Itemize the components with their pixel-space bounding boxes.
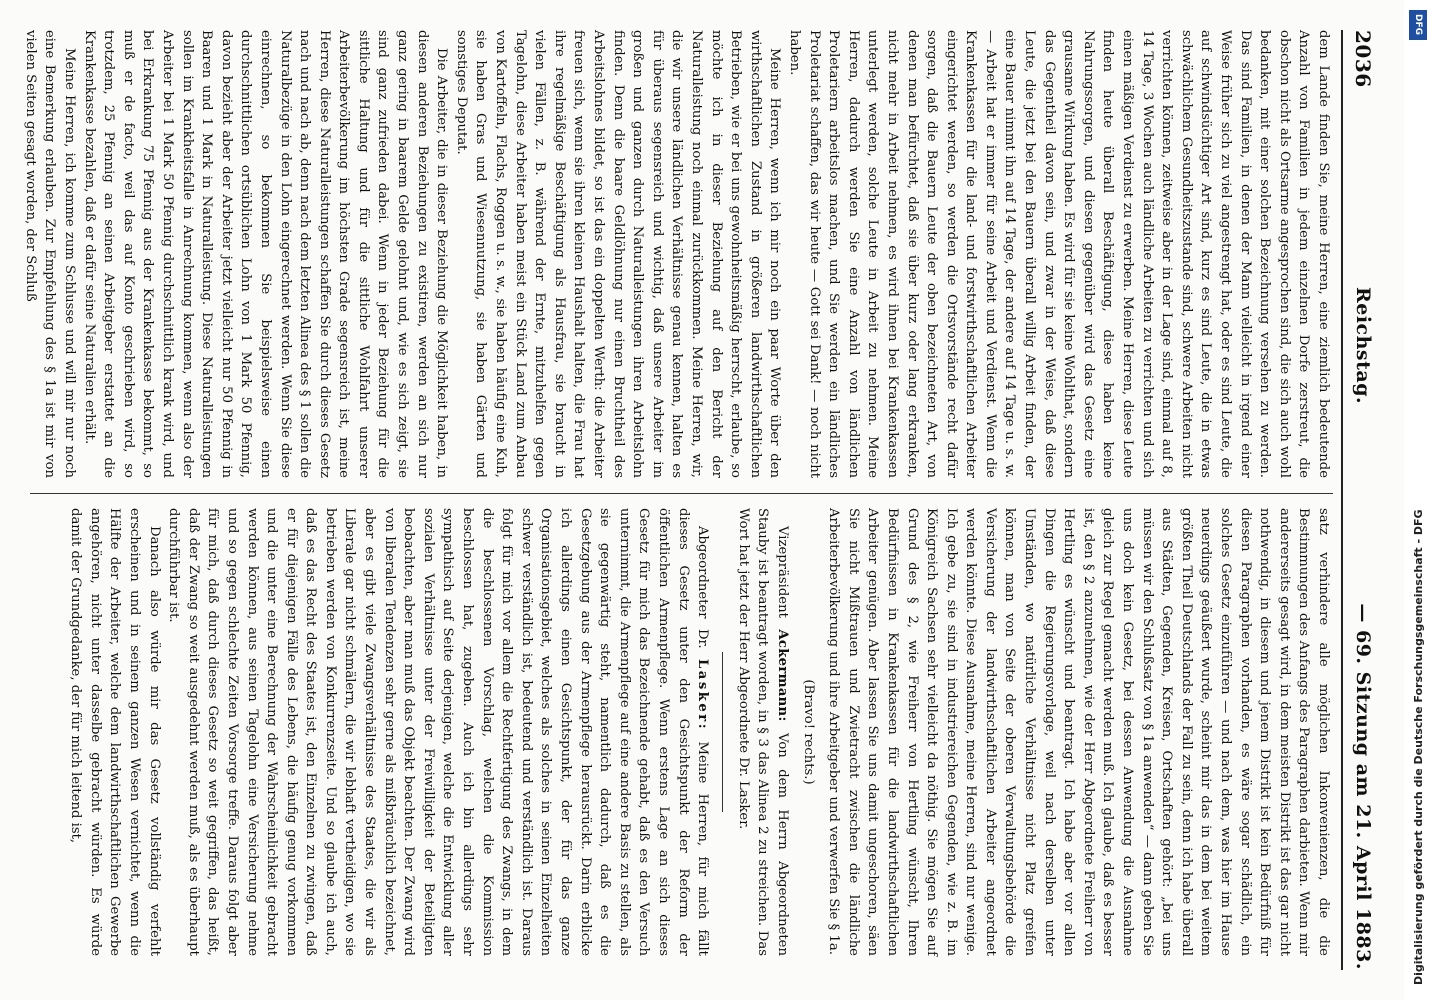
paragraph: Meine Herren, wenn ich mir noch ein paar Worte über den wirthschaftlichen Zustand in größeren landwirthschaftlichen Betrieben, wie er bei uns gewohnheitsmäßig herrscht, erlaube, so möchte ich in dieser Beziehung auf den Bericht der Naturalleistung noch einmal zurückkommen. Meine Herren, wir, die wir unsere ländlichen Verhältnisse genau kennen, halten es für überaus segensreich und wichtig, daß unsere Arbeiter im großen und ganzen durch Naturalleistungen ihren Arbeitslohn finden. Denn die baare Geldlöhnung nur einen Bruchtheil des Arbeitslohnes bildet, so ist das ein doppelten Werth: die Arbeiter freuen sich, wenn sie ihren kleinen Haushalt halten, die Frau hat ihre regelmäßige Beschäftigung als Hausfrau, sie braucht in vielen Fällen, z. B. während der Ernte, mitzuhelfen gegen Tagelohn, diese Arbeiter haben meist ein Stück Land zum Anbau von Kartoffeln, Flachs, Roggen u. s. w., sie haben häufig eine Kuh, sie haben Gras und Wiesennutzung, sie haben Gärten und sonstiges Deputat. [453,30,783,478]
floor-given-text: Das Wort hat jetzt der Herr Abgeordnete Dr. Lasker. [735,508,771,956]
paragraph: Meine Herren, ich komme zum Schlusse und will mir nur noch eine Bemerkung erlauben. Zur Empfehlung des § 1a ist mir von vielen Seiten gesagt worden, der Schluß [22,30,77,478]
paragraph: Danach also würde mir das Gesetz vollständig verfehlt erscheinen und in seinem ganzen Wesen vernichtet, wenn die Hälfte der Arbeiter, welche dem landwirthschaftlichen Gewerbe angehören, nicht unter dasselbe gebracht würden. Es würde damit der Grundgedanke, der für mich leitend ist, [68,508,162,956]
paragraph: satz verhindere alle möglichen Inkonvenienzen, die die Bestimmungen des Anfangs des Paragraphen darbieten. Wenn mir andererseits gesagt wird, in dem meisten Distrikt ist das gar nicht nothwendig, in diesem und jenem Distrikt ist kein Bedürfniß für diesen Paragraphen vorhanden, es wäre sogar schädlich, ein solches Gesetz einzuführen — und nach dem, was hier im Hause neuerdings geäußert wurde, scheint mir das in dem bei weitem größten Theil Deutschlands der Fall zu sein, denn ich habe überall aus Städten, Gegenden, Kreisen, Ortschaften gehört: „bei uns müssen wir den Schlußsatz von § 1a anwenden“ — dann geben Sie uns doch kein Gesetz, bei dessen Anwendung die Ausnahme gleich zur Regel gemacht werden muß. Ich glaube, daß es besser ist, den § 2 anzunehmen, wie der Herr Abgeordnete Freiherr von Hertling es wünscht und beantragt. Ich habe aber vor allen Dingen die Regierungsvorlage, weil nach derselben unter Umständen, wo natürliche Verhältnisse nicht Platz greifen können, man von Seite der oberen Verwaltungsbehörde die Versicherung der landwirthschaftlichen Arbeiter angeordnet werden könnte. Diese Ausnahme, meine Herren, sind nur wenige. Ich gebe zu, sie sind in industriereichen Gegenden, wie z. B. im Königreich Sachsen sehr vielleicht da nöthig. Sie mögen Sie auf Grund des § 2, wie Freiherr von Hertling wünscht, Ihren Bedürfnissen in Krankenkassen für die landwirthschaftlichen Arbeiter genügen. Aber lassen Sie uns damit ungeschoren, säen Sie nicht Mißtrauen und Zwietracht zwischen die ländliche Arbeiterbevölkerung und ihre Arbeitgeber und verwerfen Sie § 1a. [826,508,1331,956]
vice-president-statement [733,508,792,956]
dfg-logo: DFG [1409,10,1427,40]
speech-text: Meine Herren, für mich fällt dieses Gesetz unter den Gesichtspunkt der Reform der öffentlichen Armenpflege. Wenn erstens Lage an sich dieses Gesetz für mich das Bezeichnende gehabt, daß es den Versuch unternimmt, die Armenpflege auf eine andere Basis zu stellen, als sie gegenwärtig steht, namentlich dadurch, daß es die Gesetzgebung aus der Armenpflege herausrückt. Darin erblicke ich allerdings einen Gesichtspunkt, der für das ganze Organisationsgebiet, welches als solches in seinen Einzelheiten schwer verständlich ist, bedeutend und verständlich ist. Daraus folgt für mich vor allem die Rechtfertigung des Zwangs, in dem die beschlossenen Vorschlag, welchen die Kommission beschlossen hat, zugeben. Auch ich bin allerdings sehr sympathisch auf Seite derjenigen, welche die Entwicklung aller sozialen Verhältnisse unter der Freiwilligkeit der Beteiligten beobachten, aber man muß das Objekt beachten. Der Zwang wird von liberalen Tendenzen sehr gerne als mißbräuchlich bezeichnet, aber es gibt viele Zwangsverhältnisse des Staates, die wir als Liberale gar nicht schmälern, die wir lebhaft vertheidigen, wo sie betrieben werden von Konkurrenzseite. Und so glaube ich auch, daß es das Recht des Staates ist, den Einzelnen zu zwingen, daß er für diejenigen Fälle des Lebens, die häufig genug vorkommen und die unter eine Berechnung der Wahrscheinlichkeit gebracht werden können, aus seinen Tagelohn eine Versicherung nehme und so gegen schlechte Zeiten Vorsorge treffe. Daraus folgt aber für mich, daß durch dieses Gesetz so weit gegriffen, das heißt, daß der Zwang so weit ausgedehnt werden muß, als es überhaupt durchführbar ist. [166,508,711,956]
publication-title: Reichstag. [1352,286,1374,405]
page-number: 2036 [1351,30,1375,88]
paragraph: dem Lande finden Sie, meine Herren, eine ziemlich bedeutende Anzahl von Familien in jedem einzelnen Dorfe zerstreut, die obschon nicht als Ortsarme angesprochen sind, die sich auch wohl bedanken, mit einer solchen Bezeichnung versehen zu werden. Das sind Familien, in denen der Mann vielleicht in irgend einer Weise früher sich zu viel angestrengt hat, oder es sind Leute, die auf schwindsüchtiger Art sind, kurz es sind Leute, die in etwas schwächlichem Gesundheitszustande sind, schwere Arbeiten nicht verrichten können, zeitweise aber in der Lage sind, einmal auf 8, 14 Tage, 3 Wochen auch ländliche Arbeiten zu verrichten und sich einen mäßigen Verdienst zu erwerben. Meine Herren, diese Leute finden heute überall Beschäftigung, diese haben keine Nahrungssorgen, und diesen gegenüber wird das Gesetz eine grausame Wirkung haben. Es wird für sie keine Wohlthat, sondern das Gegentheil davon sein, und zwar in der Weise, daß diese Leute, die jetzt bei den Bauern überall willig Arbeit finden, der eine Bauer nimmt ihn auf 14 Tage, der andere auf 14 Tage u. s. w. — Arbeit hat er immer für seine Arbeit und Verdienst. Wenn die Krankenkassen für die land- und forstwirthschaftlichen Arbeiter eingerichtet werden, so werden die Ortsvorstände recht dafür sorgen, daß die Bauern Leute der oben bezeichneten Art, von denen man befürchtet, daß sie über kurz oder lang erkranken, nicht mehr in Arbeit nehmen, es wird ihnen bei Krankenkassen unterlegt werden, solche Leute in Arbeit zu nehmen. Meine Herren, dadurch werden Sie eine Anzahl von ländlichen Proletariern arbeitslos machen, und Sie werden ein ländliches Proletariat schaffen, das wir heute — Gott sei Dank! — noch nicht haben. [786,30,1331,478]
speech-opening [164,508,713,956]
digitization-credit: Digitalisierung gefördert durch die Deutsche Forschungsgemeinschaft - DFG [1412,509,1425,985]
session-title: — 69. Sitzung am 21. April 1883. [1352,603,1374,970]
section-rule [722,652,723,812]
speaker-role: Abgeordneter Dr. [695,526,711,649]
speaker-name: Lasker: [695,659,711,732]
applause-note: (Bravo! rechts.) [800,679,816,785]
left-text-column [22,30,1333,478]
page-header [1341,30,1383,970]
column-divider [30,493,1333,494]
speaker-name: Ackermann: [774,629,790,722]
paragraph: Die Arbeiter, die in dieser Beziehung die Möglichkeit haben, in diesen anderen Beziehungen zu existiren, werden an sich nur ganz gering in baarem Gelde gelohnt und, wie es sich zeigt, sie sind ganz zufrieden dabei. Wenn in jeder Beziehung für die sittliche Haltung und für die sittliche Wohlfahrt unserer Arbeiterbevölkerung im höchsten Grade segensreich ist, meine Herren, diese Naturalleistungen schaffen Sie durch dieses Gesetz nach und nach ab, denn nach dem letzten Alinea des § 1 sollen die Naturalbezüge in den Lohn eingerechnet werden. Wenn Sie diese einrechnen, so bekommen Sie beispielsweise einen durchschnittlichen ortsüblichen Lohn von 1 Mark 50 Pfennig, davon bezieht aber der Arbeiter jetzt vielleicht nur 50 Pfennig in Baaren und 1 Mark in Naturalleistung. Diese Naturalleistungen sollen im Krankheitsfalle in Anrechnung kommen, wenn also der Arbeiter bei 1 Mark 50 Pfennig durchschnittlich krank wird, und bei Erkrankung 75 Pfennig aus der Krankenkasse bekommt, so muß er de facto, weil das auf Konto geschrieben wird, so trotzdem, 25 Pfennig an seinen Arbeitgeber erstattet an die Krankenkasse bezahlen, daß er dafür seine Naturalien erhält. [81,30,450,478]
right-text-column [26,508,1333,956]
statement-text: Von dem Herrn Abgeordneten Stauby ist beantragt worden, in § 3 das Alinea 2 zu streichen. [755,508,790,956]
digitization-sidebar [1404,0,1432,1000]
speaker-role: Vizepräsident [774,526,790,618]
